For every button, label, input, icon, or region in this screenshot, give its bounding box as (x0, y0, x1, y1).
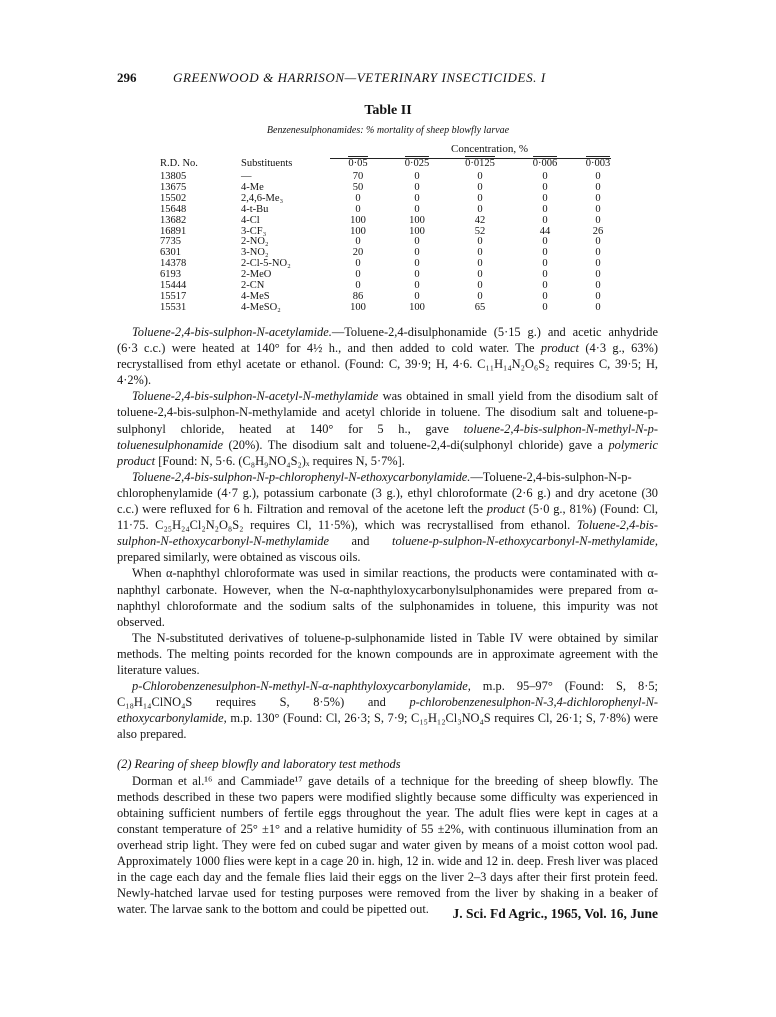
paragraph-text: [Found: N, 5·6. (C₈H₉NO₄S₂)ₓ requires N, 5·7%]. (155, 453, 405, 468)
paragraph-text: was obtained in small yield from the disodium salt of toluene-2,4-bis-sulphon-N-methylamide and acetyl chloride in toluene. The disodium salt and toluene-p-sulphonyl chloride, heated at 140° for 5 h., gave (117, 389, 658, 436)
running-head: GREENWOOD & HARRISON—VETERINARY INSECTICIDES. I (173, 70, 546, 85)
cell-substituent: 3-NO₂ (241, 247, 269, 259)
cell-substituent: 3-CF₃ (241, 225, 267, 237)
paragraph-text: prepared similarly, were obtained as viscous oils. (117, 550, 361, 565)
cell-rd: 7735 (160, 236, 181, 248)
body-text (117, 324, 658, 917)
cell-value: 100 (350, 301, 366, 313)
col-header-substituents: Substituents (241, 158, 293, 169)
col-header-conc-label: 0·0125 (465, 158, 495, 169)
cell-substituent: 4-t-Bu (241, 203, 269, 215)
cell-value: 0 (595, 171, 601, 182)
cell-value: 0 (477, 247, 483, 259)
table-row (160, 259, 618, 270)
cell-value: 0 (542, 214, 548, 226)
cell-value: 0 (542, 301, 548, 313)
compound-name: p-Chlorobenzenesulphon-N-methyl-N-α-naphthyloxycarbonylamide, (132, 679, 471, 694)
section-heading: (2) Rearing of sheep blowfly and laboratory test methods (117, 757, 401, 772)
cell-value: 100 (409, 301, 425, 313)
table-row (160, 194, 618, 205)
cell-value: 44 (539, 225, 551, 237)
paragraph-text: and (328, 534, 393, 549)
cell-value: 0 (542, 236, 548, 248)
cell-value: 0 (595, 236, 601, 248)
paragraph-text: —Toluene-2,4-bis-sulphon-N-p-chlorophenylamide (4·7 g.), potassium carbonate (3 g.), ethyl chloroformate (2·6 g.) and dry acetone (30 c.c.) were refluxed for 6 h. Filtration and removal of the acetone left the (117, 469, 658, 517)
cell-value: 0 (542, 203, 548, 215)
cell-substituent: 2-NO₂ (241, 236, 269, 248)
cell-value: 0 (542, 192, 548, 204)
cell-substituent: 4-Cl (241, 214, 260, 226)
cell-value: 0 (355, 258, 361, 270)
cell-value: 0 (542, 171, 548, 182)
table-title: Table II (364, 103, 412, 118)
cell-value: 0 (542, 247, 548, 259)
col-header-conc (578, 156, 618, 172)
paragraph (117, 324, 658, 388)
compound-name: Toluene-2,4-bis-sulphon-N-ethoxycarbonyl-N-methylamide (117, 518, 658, 549)
col-header-conc (448, 156, 512, 172)
cell-value: 0 (414, 192, 420, 204)
paragraph-text: (4·3 g., 63%) recrystallised from ethyl acetate or ethanol. (Found: C, 39·9; H, 4·6. C₁₁H₁₄N₂O₆S₂ requires C, 39·5; H, 4·2%). (117, 341, 658, 388)
mortality-table (160, 156, 618, 314)
table-row (160, 303, 618, 314)
cell-value: 0 (542, 258, 548, 270)
cell-value: 0 (595, 192, 601, 204)
emphasis: product (540, 341, 579, 356)
cell-value: 0 (595, 181, 601, 193)
cell-value: 0 (414, 258, 420, 270)
cell-value: 0 (414, 181, 420, 193)
cell-value: 100 (409, 214, 425, 226)
cell-value: 0 (477, 258, 483, 270)
journal-footer: J. Sci. Fd Agric., 1965, Vol. 16, June (452, 906, 658, 921)
emphasis: product (486, 502, 525, 517)
cell-value: 0 (595, 290, 601, 302)
compound-heading: Toluene-2,4-bis-sulphon-N-acetylamide. (132, 325, 332, 339)
paragraph (117, 469, 658, 566)
cell-value: 20 (352, 247, 364, 259)
table-row (160, 270, 618, 281)
cell-value: 0 (595, 269, 601, 281)
paragraph: Dorman et al.¹⁶ and Cammiade¹⁷ gave details of a technique for the breeding of sheep blowfly. The methods described in these two papers were modified slightly because some difficulty was experienced in obtaining sufficient numbers of fertile eggs throughout the year. The adult flies were kept in cages at a constant temperature of 25° ±1° and a relative humidity of 55 ±2%, with continuous illumination from an overhead strip light. They were fed on cubed sugar and water given by means of a moist cotton wool pad. Approximately 1000 flies were kept in a cage 20 in. high, 12 in. wide and 12 in. deep. Fresh liver was placed in the cage each day and the female flies laid their eggs on the liver 2–3 days after their first protein feed. Newly-hatched larvae used for testing purposes were removed from the liver by shaking in a beaker of water. The larvae sank to the bottom and could be pipetted out. (117, 773, 658, 917)
col-header-conc (512, 156, 578, 172)
cell-substituent: 2,4,6-Me₃ (241, 192, 284, 204)
cell-value: 0 (414, 203, 420, 215)
paragraph-text: m.p. 95–97° (Found: S, 8·5; C₁₈H₁₄ClNO₄S requires S, 8·5%) and (117, 679, 658, 710)
cell-value: 0 (477, 171, 483, 182)
compound-name: Toluene-2,4-bis-sulphon-N-acetyl-N-methylamide (132, 389, 379, 404)
cell-value: 0 (355, 280, 361, 292)
cell-value: 0 (414, 236, 420, 248)
paragraph (117, 678, 658, 742)
cell-value: 86 (352, 290, 364, 302)
paragraph (117, 388, 658, 468)
cell-rd: 13805 (160, 171, 187, 182)
paragraph-text: —Toluene-2,4-disulphonamide (5·15 g.) and acetic anhydride (6·3 c.c.) were heated at 140° for 4½ h., and then added to cold water. The (117, 325, 658, 356)
cell-rd: 16891 (160, 225, 187, 237)
cell-value: 65 (474, 301, 486, 313)
cell-rd: 15517 (160, 290, 187, 302)
cell-value: 100 (409, 225, 425, 237)
cell-substituent: 4-MeS (241, 290, 270, 302)
cell-rd: 15502 (160, 192, 187, 204)
paragraph: The N-substituted derivatives of toluene-p-sulphonamide listed in Table IV were obtained by similar methods. The melting points recorded for the known compounds are in approximate agreement with the literature values. (117, 630, 658, 677)
paragraph-text: (5·0 g., 81%) (Found: Cl, 11·75. C₂₅H₂₄Cl₂N₂O₈S₂ requires Cl, 11·5%), which was recrystallised from ethanol. (117, 502, 659, 533)
cell-value: 42 (474, 214, 486, 226)
compound-name: p-chlorobenzenesulphon-N-3,4-dichlorophenyl-N-ethoxycarbonylamide, (117, 695, 658, 726)
col-header-conc-label: 0·006 (532, 158, 558, 169)
cell-substituent: 2-MeO (241, 269, 272, 281)
col-header-conc (386, 156, 448, 172)
cell-value: 26 (592, 225, 604, 237)
cell-value: 0 (414, 280, 420, 292)
paragraph: When α-naphthyl chloroformate was used in similar reactions, the products were contaminated with α-naphthyl carbonate. However, when the N-α-naphthyloxycarbonylsulphonamides were prepared from α-naphthyl chloroformate and the sodium salts of the sulphonamides in toluene, this impurity was not observed. (117, 566, 658, 629)
cell-value: 52 (474, 225, 486, 237)
cell-value: 0 (355, 236, 361, 248)
cell-value: 100 (350, 225, 366, 237)
cell-value: 0 (414, 171, 420, 182)
cell-value: 0 (542, 280, 548, 292)
table-header-row (160, 156, 618, 172)
cell-value: 50 (352, 181, 364, 193)
concentration-header: Concentration, % (451, 143, 528, 155)
cell-rd: 15648 (160, 203, 187, 215)
cell-substituent: 4-MeSO₂ (241, 301, 281, 313)
cell-value: 0 (477, 203, 483, 215)
cell-value: 0 (595, 247, 601, 259)
table-row (160, 292, 618, 303)
compound-name: toluene-2,4-bis-sulphon-N-methyl-N-p-toluenesulphonamide (117, 421, 658, 452)
paragraph-text: m.p. 130° (Found: Cl, 26·3; S, 7·9; C₁₅H₁₂Cl₃NO₄S requires Cl, 26·1; S, 7·8%) were also prepared. (117, 711, 658, 742)
cell-rd: 14378 (160, 258, 187, 270)
cell-value: 70 (352, 171, 364, 182)
paragraph-text: (20%). The disodium salt and toluene-2,4-di(sulphonyl chloride) gave a (223, 437, 609, 452)
col-header-conc-label: 0·05 (348, 158, 368, 169)
col-header-conc (330, 156, 386, 172)
cell-value: 0 (414, 247, 420, 259)
cell-rd: 6301 (160, 247, 181, 259)
table-row (160, 237, 618, 248)
cell-value: 0 (355, 192, 361, 204)
cell-substituent: 2-CN (241, 280, 265, 292)
cell-value: 0 (595, 301, 601, 313)
compound-name: toluene-p-sulphon-N-ethoxycarbonyl-N-methylamide, (392, 534, 658, 549)
table-row (160, 205, 618, 216)
col-header-conc-label: 0·003 (585, 158, 611, 169)
cell-substituent: 4-Me (241, 181, 264, 193)
cell-rd: 13682 (160, 214, 187, 226)
cell-value: 0 (477, 192, 483, 204)
cell-rd: 15444 (160, 280, 187, 292)
cell-value: 0 (477, 290, 483, 302)
compound-heading: Toluene-2,4-bis-sulphon-N-p-chlorophenyl-N-ethoxycarbonylamide. (132, 469, 471, 484)
running-header (117, 70, 657, 88)
cell-value: 0 (355, 269, 361, 281)
table-row (160, 227, 618, 238)
cell-rd: 15531 (160, 301, 187, 313)
cell-value: 100 (350, 214, 366, 226)
cell-value: 0 (595, 280, 601, 292)
cell-value: 0 (595, 214, 601, 226)
cell-value: 0 (477, 280, 483, 292)
cell-value: 0 (477, 269, 483, 281)
cell-value: 0 (595, 258, 601, 270)
cell-value: 0 (414, 290, 420, 302)
cell-value: 0 (542, 269, 548, 281)
cell-value: 0 (477, 236, 483, 248)
col-header-conc-label: 0·025 (404, 158, 430, 169)
table-caption: Benzenesulphonamides: % mortality of sheep blowfly larvae (266, 125, 510, 136)
col-header-rd: R.D. No. (160, 158, 198, 169)
cell-value: 0 (542, 290, 548, 302)
cell-value: 0 (542, 181, 548, 193)
table-row (160, 183, 618, 194)
cell-value: 0 (595, 203, 601, 215)
cell-value: 0 (414, 269, 420, 281)
table-row (160, 172, 618, 183)
cell-value: 0 (477, 181, 483, 193)
table-row (160, 281, 618, 292)
table-row (160, 248, 618, 259)
cell-rd: 6193 (160, 269, 181, 281)
cell-rd: 13675 (160, 181, 187, 193)
cell-substituent: 2-Cl-5-NO₂ (241, 258, 291, 270)
cell-substituent: — (241, 171, 252, 182)
cell-value: 0 (355, 203, 361, 215)
emphasis: polymeric product (117, 437, 658, 468)
page-number: 296 (117, 70, 137, 85)
table-row (160, 216, 618, 227)
